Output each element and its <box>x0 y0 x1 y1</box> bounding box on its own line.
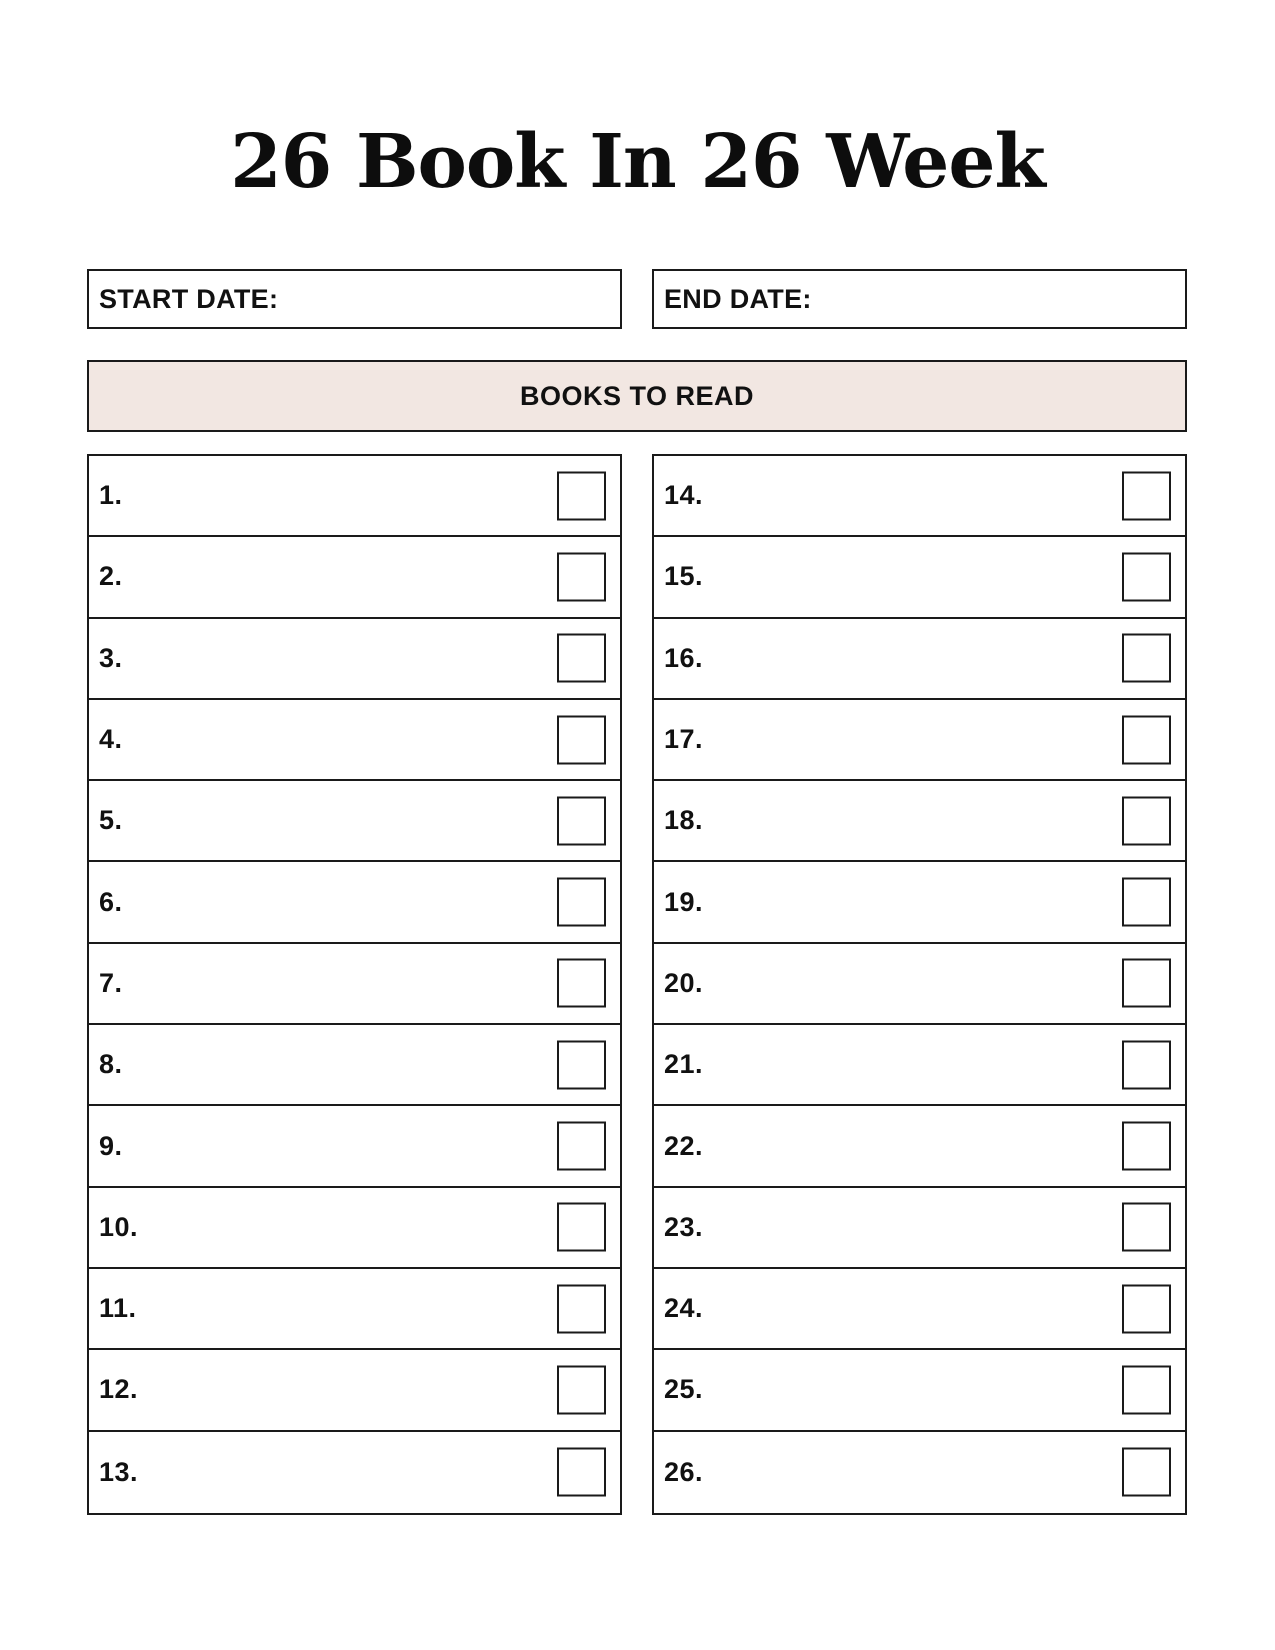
book-checkbox[interactable] <box>1122 959 1171 1008</box>
book-checkbox[interactable] <box>557 1203 606 1252</box>
book-row[interactable] <box>654 781 1185 862</box>
book-row[interactable] <box>654 1025 1185 1106</box>
book-number: 3. <box>99 642 123 673</box>
book-checkbox[interactable] <box>557 1040 606 1089</box>
book-checkbox[interactable] <box>1122 715 1171 764</box>
book-row[interactable] <box>89 1188 620 1269</box>
book-checkbox[interactable] <box>1122 471 1171 520</box>
book-number: 11. <box>99 1293 137 1324</box>
book-row[interactable] <box>89 1025 620 1106</box>
book-row[interactable] <box>654 537 1185 618</box>
book-checkbox[interactable] <box>557 634 606 683</box>
book-number: 19. <box>664 886 704 917</box>
book-row[interactable] <box>654 1188 1185 1269</box>
book-number: 23. <box>664 1211 704 1242</box>
book-checkbox[interactable] <box>1122 1203 1171 1252</box>
book-checkbox[interactable] <box>1122 1284 1171 1333</box>
book-row[interactable] <box>89 537 620 618</box>
book-row[interactable] <box>89 1350 620 1431</box>
book-checkbox[interactable] <box>557 1284 606 1333</box>
book-row[interactable] <box>654 1106 1185 1187</box>
book-checkbox[interactable] <box>1122 1040 1171 1089</box>
book-row[interactable] <box>654 700 1185 781</box>
book-row[interactable] <box>654 1269 1185 1350</box>
end-date-field[interactable] <box>652 269 1187 329</box>
book-row[interactable] <box>89 619 620 700</box>
book-checkbox[interactable] <box>557 1365 606 1414</box>
book-number: 20. <box>664 967 704 998</box>
book-number: 5. <box>99 805 123 836</box>
book-number: 25. <box>664 1374 704 1405</box>
book-row[interactable] <box>654 456 1185 537</box>
book-number: 9. <box>99 1130 123 1161</box>
book-checkbox[interactable] <box>1122 796 1171 845</box>
book-number: 7. <box>99 967 123 998</box>
book-row[interactable] <box>654 619 1185 700</box>
book-checkbox[interactable] <box>1122 552 1171 601</box>
book-number: 6. <box>99 886 123 917</box>
book-checkbox[interactable] <box>557 796 606 845</box>
book-number: 1. <box>99 480 123 511</box>
book-row[interactable] <box>89 1269 620 1350</box>
end-date-label: END DATE: <box>664 283 812 314</box>
book-number: 24. <box>664 1293 704 1324</box>
book-number: 22. <box>664 1130 704 1161</box>
book-row[interactable] <box>89 456 620 537</box>
books-to-read-header <box>87 360 1187 432</box>
book-list-right <box>652 454 1187 1515</box>
book-number: 13. <box>99 1456 139 1487</box>
book-checkbox[interactable] <box>557 471 606 520</box>
book-row[interactable] <box>89 862 620 943</box>
book-checkbox[interactable] <box>1122 634 1171 683</box>
book-checkbox[interactable] <box>557 1122 606 1171</box>
book-row[interactable] <box>89 1432 620 1513</box>
book-checkbox[interactable] <box>557 1448 606 1497</box>
book-number: 12. <box>99 1374 139 1405</box>
book-number: 10. <box>99 1211 139 1242</box>
book-checkbox[interactable] <box>557 959 606 1008</box>
book-number: 21. <box>664 1049 704 1080</box>
start-date-label: START DATE: <box>99 283 279 314</box>
book-checkbox[interactable] <box>557 878 606 927</box>
book-number: 18. <box>664 805 704 836</box>
book-number: 17. <box>664 724 704 755</box>
book-checkbox[interactable] <box>1122 1365 1171 1414</box>
book-row[interactable] <box>89 944 620 1025</box>
book-number: 15. <box>664 561 704 592</box>
book-number: 14. <box>664 480 704 511</box>
book-checkbox[interactable] <box>1122 1122 1171 1171</box>
book-checkbox[interactable] <box>1122 878 1171 927</box>
book-row[interactable] <box>654 1350 1185 1431</box>
book-checkbox[interactable] <box>557 552 606 601</box>
book-number: 26. <box>664 1456 704 1487</box>
book-checkbox[interactable] <box>1122 1448 1171 1497</box>
book-number: 8. <box>99 1049 123 1080</box>
book-list-left <box>87 454 622 1515</box>
page-title: 26 Book In 26 Week <box>230 119 1045 205</box>
book-number: 2. <box>99 561 123 592</box>
book-checkbox[interactable] <box>557 715 606 764</box>
book-row[interactable] <box>89 781 620 862</box>
book-number: 4. <box>99 724 123 755</box>
start-date-field[interactable] <box>87 269 622 329</box>
books-to-read-label: BOOKS TO READ <box>519 380 755 411</box>
book-row[interactable] <box>89 1106 620 1187</box>
book-row[interactable] <box>654 944 1185 1025</box>
book-row[interactable] <box>654 862 1185 943</box>
book-number: 16. <box>664 642 704 673</box>
book-row[interactable] <box>89 700 620 781</box>
book-row[interactable] <box>654 1432 1185 1513</box>
